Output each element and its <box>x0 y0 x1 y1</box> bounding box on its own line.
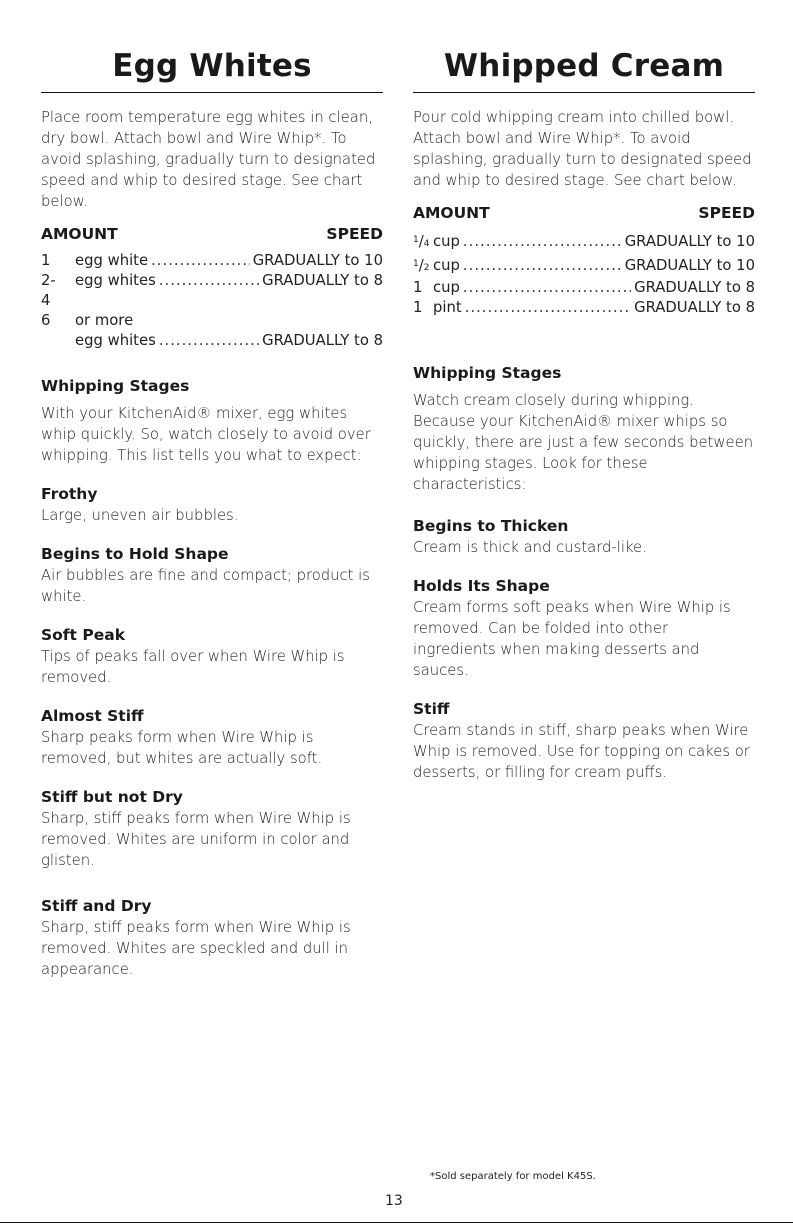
footnote: *Sold separately for model K45S. <box>430 1171 596 1182</box>
whipped-cream-intro: Pour cold whipping cream into chilled bowl. Attach bowl and Wire Whip*. To avoid splashing, gradually turn to designated speed and whip to desired stage. See chart below. <box>413 109 752 189</box>
egg-whites-column <box>41 46 383 980</box>
amount-speed: GRADUALLY to 8 <box>634 279 755 296</box>
stage-title: Begins to Thicken <box>413 517 569 535</box>
egg-amount-row <box>41 331 383 351</box>
amount-item: cup <box>433 233 460 250</box>
dot-leader <box>463 278 631 298</box>
stage-description: Sharp peaks form when Wire Whip is removed, but whites are actually soft. <box>41 729 323 767</box>
fraction-numerator: 1 <box>413 259 419 269</box>
amount-label: AMOUNT <box>41 225 118 243</box>
dot-leader <box>465 298 631 318</box>
egg-stages-intro: With your KitchenAid® mixer, egg whites whip quickly. So, watch closely to avoid over whipping. This list tells you what to expect: <box>41 405 371 464</box>
amount-item: egg whites <box>75 332 156 349</box>
stage-title: Frothy <box>41 485 98 503</box>
stage-description: Cream is thick and custard-like. <box>413 539 647 556</box>
stage-title: Holds Its Shape <box>413 577 550 595</box>
egg-whites-heading: Egg Whites <box>41 46 383 93</box>
page-number: 13 <box>385 1193 403 1209</box>
dot-leader <box>159 271 259 291</box>
stage-description: Sharp, stiff peaks form when Wire Whip is removed. Whites are speckled and dull in appearance. <box>41 919 351 978</box>
stage-title: Soft Peak <box>41 626 126 644</box>
cream-stages-title: Whipping Stages <box>413 364 562 382</box>
cream-amount-speed-header <box>413 202 755 224</box>
amount-qty: 2-4 <box>41 272 56 309</box>
stage-title: Stiff and Dry <box>41 897 152 915</box>
dot-leader <box>463 232 622 252</box>
fraction-numerator: 1 <box>413 235 419 245</box>
egg-stages-title: Whipping Stages <box>41 377 190 395</box>
stage-title: Stiff <box>413 700 450 718</box>
stage-description: Cream forms soft peaks when Wire Whip is removed. Can be folded into other ingredients when making desserts and sauces. <box>413 599 731 679</box>
stage-description: Sharp, stiff peaks form when Wire Whip is removed. Whites are uniform in color and glisten. <box>41 810 351 869</box>
amount-speed: GRADUALLY to 8 <box>262 272 383 289</box>
egg-amount-table <box>41 251 383 351</box>
amount-qty: 1 <box>413 279 423 296</box>
amount-item: pint <box>433 299 462 316</box>
amount-speed: GRADUALLY to 10 <box>624 257 755 274</box>
amount-fraction: $^1$/2 <box>413 257 430 274</box>
amount-speed: GRADUALLY to 8 <box>634 299 755 316</box>
amount-speed: GRADUALLY to 8 <box>262 332 383 349</box>
cream-amount-row <box>413 298 755 318</box>
egg-amount-row <box>41 311 383 331</box>
cream-amount-row <box>413 230 755 254</box>
stage-title: Almost Stiff <box>41 707 144 725</box>
amount-speed: GRADUALLY to 10 <box>624 233 755 250</box>
speed-label: SPEED <box>698 204 755 222</box>
cream-amount-table <box>413 230 755 318</box>
amount-item: cup <box>433 279 460 296</box>
egg-amount-speed-header <box>41 223 383 245</box>
amount-qty: 1 <box>41 252 51 269</box>
fraction-denominator: 2 <box>423 263 430 273</box>
stage-description: Air bubbles are fine and compact; product is white. <box>41 567 371 605</box>
amount-speed: GRADUALLY to 10 <box>252 252 383 269</box>
fraction-denominator: 4 <box>423 239 430 249</box>
amount-label: AMOUNT <box>413 204 490 222</box>
egg-whites-intro: Place room temperature egg whites in clean, dry bowl. Attach bowl and Wire Whip*. To avoid splashing, gradually turn to designated speed and whip to desired stage. See chart below. <box>41 109 376 210</box>
amount-qty: 1 <box>413 299 423 316</box>
amount-item: cup <box>433 257 460 274</box>
stage-title: Stiff but not Dry <box>41 788 183 806</box>
stage-description: Cream stands in stiff, sharp peaks when Wire Whip is removed. Use for topping on cakes or desserts, or filling for cream puffs. <box>413 722 750 781</box>
amount-item: or more <box>75 312 134 329</box>
cream-amount-row <box>413 254 755 278</box>
whipped-cream-heading: Whipped Cream <box>413 46 755 93</box>
egg-amount-row <box>41 271 383 311</box>
amount-qty: 6 <box>41 312 51 329</box>
egg-amount-row <box>41 251 383 271</box>
stage-title: Begins to Hold Shape <box>41 545 229 563</box>
amount-item: egg white <box>75 252 149 269</box>
amount-fraction: $^1$/4 <box>413 233 430 250</box>
dot-leader <box>159 331 259 351</box>
dot-leader <box>463 256 622 276</box>
whipped-cream-column <box>413 46 755 783</box>
stage-description: Large, uneven air bubbles. <box>41 507 239 524</box>
bottom-rule <box>0 1222 793 1223</box>
amount-item: egg whites <box>75 272 156 289</box>
speed-label: SPEED <box>326 225 383 243</box>
cream-stages-intro: Watch cream closely during whipping. Because your KitchenAid® mixer whips so quickly, there are just a few seconds between whipping stages. Look for these characteristics: <box>413 392 754 493</box>
cream-amount-row <box>413 278 755 298</box>
stage-description: Tips of peaks fall over when Wire Whip is removed. <box>41 648 345 686</box>
dot-leader <box>151 251 250 271</box>
